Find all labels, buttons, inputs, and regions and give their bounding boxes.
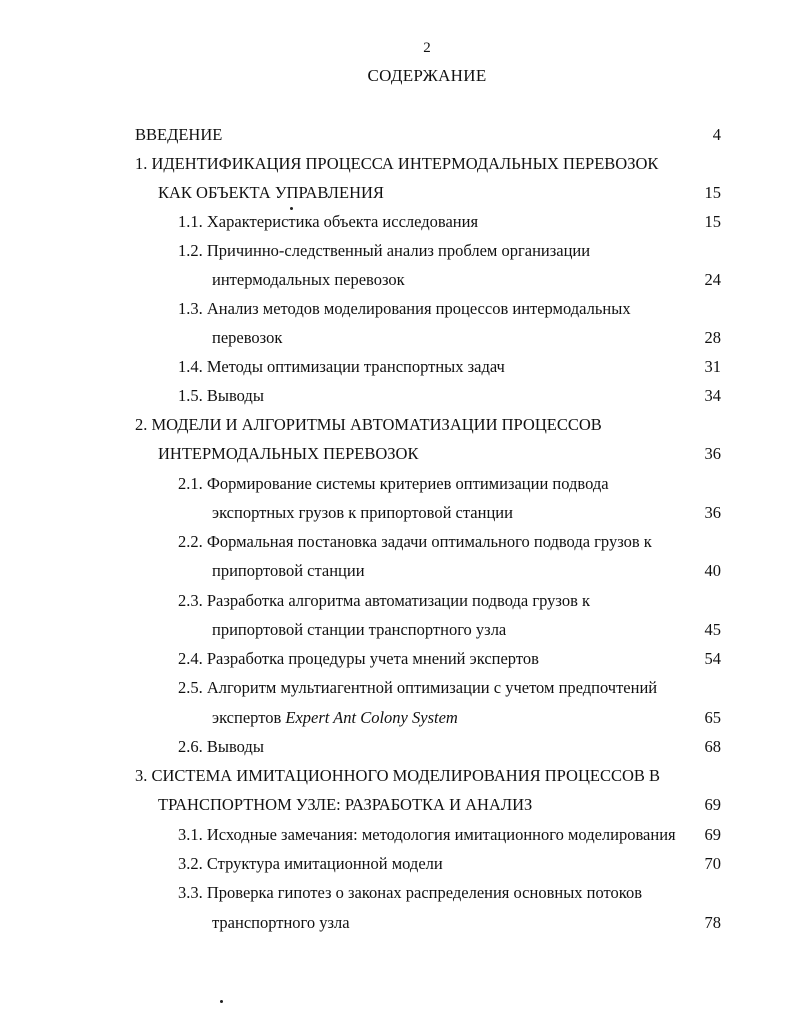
toc-page-number: 69: [704, 825, 721, 844]
toc-entry-plain: экспертов: [212, 708, 282, 727]
toc-entry-text: [212, 703, 458, 732]
page-number: 2: [423, 40, 431, 56]
toc-entry-chapter-2-cont: [0, 439, 794, 468]
toc-entry-text: 1.3. Анализ методов моделирования процессов интермодальных: [178, 299, 631, 318]
toc-entry-text: 1.4. Методы оптимизации транспортных задач: [178, 357, 505, 376]
toc-entry-1-3: [0, 294, 794, 323]
toc-page-number: 36: [704, 503, 721, 522]
toc-page-number: 69: [704, 795, 721, 814]
toc-entry-text: 2.3. Разработка алгоритма автоматизации подвода грузов к: [178, 591, 591, 610]
toc-entry-text: ИНТЕРМОДАЛЬНЫХ ПЕРЕВОЗОК: [158, 444, 419, 463]
toc-entry-intro: [0, 120, 794, 149]
toc-entry-text: экспортных грузов к припортовой станции: [212, 503, 513, 522]
toc-entry-2-5: [0, 673, 794, 702]
toc-entry-1-2: [0, 236, 794, 265]
toc-entry-text: 2.5. Алгоритм мультиагентной оптимизации с учетом предпочтений: [178, 678, 658, 697]
toc-entry-text: интермодальных перевозок: [212, 270, 405, 289]
toc-entry-text: 3.3. Проверка гипотез о законах распределения основных потоков: [178, 883, 642, 902]
toc-page-number: 15: [704, 212, 721, 231]
toc-entry-3-1: [0, 820, 794, 849]
toc-entry-2-6: [0, 732, 794, 761]
toc-page-number: 24: [704, 270, 721, 289]
toc-page-number: 28: [704, 328, 721, 347]
toc-entry-text: 1. ИДЕНТИФИКАЦИЯ ПРОЦЕССА ИНТЕРМОДАЛЬНЫХ ПЕРЕВОЗОК: [135, 154, 659, 173]
toc-entry-text: ТРАНСПОРТНОМ УЗЛЕ: РАЗРАБОТКА И АНАЛИЗ: [158, 795, 533, 814]
toc-entry-text: припортовой станции: [212, 561, 365, 580]
scan-speck: [290, 207, 293, 210]
toc-entry-text: 3. СИСТЕМА ИМИТАЦИОННОГО МОДЕЛИРОВАНИЯ ПРОЦЕССОВ В: [135, 766, 661, 785]
toc-entry-text: 2.2. Формальная постановка задачи оптимального подвода грузов к: [178, 532, 652, 551]
toc-entry-2-3-cont: [0, 615, 794, 644]
toc-page-number: 45: [704, 620, 721, 639]
toc-entry-italic: Expert Ant Colony System: [285, 708, 458, 727]
toc-entry-text: 2.6. Выводы: [178, 737, 264, 756]
toc-page-number: 54: [704, 649, 721, 668]
toc-entry-chapter-1-cont: [0, 178, 794, 207]
toc-entry-3-3: [0, 878, 794, 907]
toc-page-number: 31: [704, 357, 721, 376]
toc-entry-text: 3.1. Исходные замечания: методология имитационного моделирования: [178, 825, 676, 844]
toc-entry-3-2: [0, 849, 794, 878]
toc-entry-text: припортовой станции транспортного узла: [212, 620, 507, 639]
toc-entry-text: 1.2. Причинно-следственный анализ проблем организации: [178, 241, 591, 260]
toc-entry-text: 1.1. Характеристика объекта исследования: [178, 212, 479, 231]
toc-page-number: 4: [712, 125, 721, 144]
toc-page-number: 70: [704, 854, 721, 873]
toc-entry-text: перевозок: [212, 328, 283, 347]
page-title: СОДЕРЖАНИЕ: [367, 66, 487, 85]
toc-entry-text: КАК ОБЪЕКТА УПРАВЛЕНИЯ: [158, 183, 384, 202]
scan-speck: [220, 1000, 223, 1003]
toc-entry-2-2: [0, 527, 794, 556]
toc-entry-2-5-cont: [0, 703, 794, 732]
toc-entry-1-2-cont: [0, 265, 794, 294]
toc-entry-1-1: [0, 207, 794, 236]
toc-entry-chapter-1: [0, 149, 794, 178]
toc-page-number: 36: [704, 444, 721, 463]
toc-entry-2-4: [0, 644, 794, 673]
toc-entry-1-4: [0, 352, 794, 381]
toc-entry-2-1-cont: [0, 498, 794, 527]
toc-entry-chapter-3: [0, 761, 794, 790]
toc-entry-text: ВВЕДЕНИЕ: [135, 125, 223, 144]
toc-page-number: 78: [704, 913, 721, 932]
toc-entry-2-1: [0, 469, 794, 498]
toc-entry-text: 1.5. Выводы: [178, 386, 264, 405]
toc-entry-chapter-2: [0, 410, 794, 439]
toc-entry-1-5: [0, 381, 794, 410]
toc-entry-text: 2.1. Формирование системы критериев оптимизации подвода: [178, 474, 609, 493]
toc-entry-1-3-cont: [0, 323, 794, 352]
toc-page-number: 15: [704, 183, 721, 202]
toc-entry-2-2-cont: [0, 556, 794, 585]
toc-page-number: 65: [704, 708, 721, 727]
toc-page-number: 34: [704, 386, 721, 405]
toc-entry-3-3-cont: [0, 908, 794, 937]
toc-page-number: 68: [704, 737, 721, 756]
toc-entry-text: транспортного узла: [212, 913, 350, 932]
toc-entry-2-3: [0, 586, 794, 615]
toc-entry-text: 2.4. Разработка процедуры учета мнений экспертов: [178, 649, 539, 668]
toc-page-number: 40: [704, 561, 721, 580]
toc-entry-text: 3.2. Структура имитационной модели: [178, 854, 443, 873]
toc-entry-text: 2. МОДЕЛИ И АЛГОРИТМЫ АВТОМАТИЗАЦИИ ПРОЦЕССОВ: [135, 415, 602, 434]
toc-entry-chapter-3-cont: [0, 790, 794, 819]
